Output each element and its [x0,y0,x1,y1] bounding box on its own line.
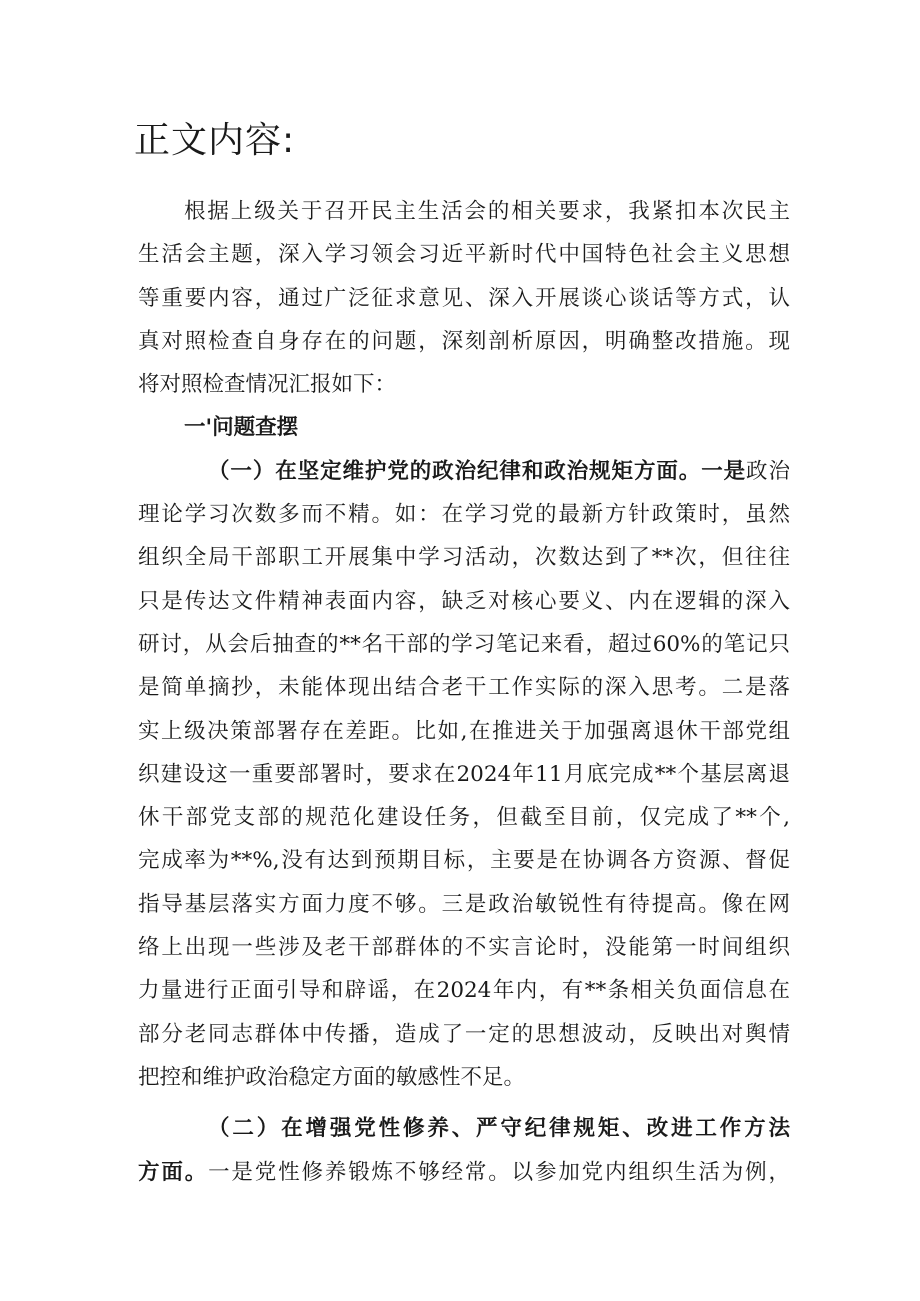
part1-line: 完成率为**%,没有达到预期目标，主要是在协调各方资源、督促 [138,848,790,874]
document-heading: 正文内容: [134,120,296,161]
part2-line [138,1151,790,1194]
part1-line: 部分老同志群体中传播，造成了一定的思想波动，反映出对舆情 [138,1021,790,1047]
section-title: 一'问题查摆 [184,415,299,441]
part1-line: 只是传达文件精神表面内容，缺乏对核心要义、内在逻辑的深入 [138,588,790,614]
part1-lead-line [138,450,790,493]
part1-line: 实上级决策部署存在差距。比如,在推进关于加强离退休干部党组 [138,718,790,744]
part1-line: 把控和维护政治稳定方面的敏感性不足。 [138,1064,526,1090]
part1-bold-lead: （一）在坚定维护党的政治纪律和政治规矩方面。 [208,458,702,484]
part2-lead-line: （二）在增强党性修养、严守纪律规矩、改进工作方法 [208,1116,790,1142]
part1-bold-one: 一是 [701,458,747,484]
intro-line: 将对照检查情况汇报如下： [138,372,397,398]
part1-line: 是简单摘抄，未能体现出结合老干工作实际的深入思考。二是落 [138,675,790,701]
paragraph-gap [138,1099,790,1107]
part2-line-rest: 一是党性修养锻炼不够经常。以参加党内组织生活为例， [208,1159,790,1185]
part2-bold-lead: 方面。 [138,1159,209,1185]
part1-line: 络上出现一些涉及老干部群体的不实言论时，没能第一时间组织 [138,935,790,961]
part1-line: 指导基层落实方面力度不够。三是政治敏锐性有待提高。像在网 [138,891,790,917]
intro-line: 等重要内容，通过广泛征求意见、深入开展谈心谈话等方式，认 [138,285,790,311]
part1-line: 休干部党支部的规范化建设任务，但截至目前，仅完成了**个, [138,805,790,831]
part1-line: 组织全局干部职工开展集中学习活动，次数达到了**次，但往往 [138,545,790,571]
part1-line: 理论学习次数多而不精。如：在学习党的最新方针政策时，虽然 [138,502,790,528]
part1-line: 研讨，从会后抽查的**名干部的学习笔记来看，超过60%的笔记只 [138,631,790,657]
intro-line: 真对照检查自身存在的问题，深刻剖析原因，明确整改措施。现 [138,328,790,354]
part1-line: 织建设这一重要部署时，要求在2024年11月底完成**个基层离退 [138,761,790,787]
part1-line: 力量进行正面引导和辟谣，在2024年内，有**条相关负面信息在 [138,978,790,1004]
intro-line: 生活会主题，深入学习领会习近平新时代中国特色社会主义思想 [138,242,790,268]
intro-line: 根据上级关于召开民主生活会的相关要求，我紧扣本次民主 [184,199,790,224]
document-body [138,190,790,1194]
part1-lead-rest: 政治 [746,458,790,484]
